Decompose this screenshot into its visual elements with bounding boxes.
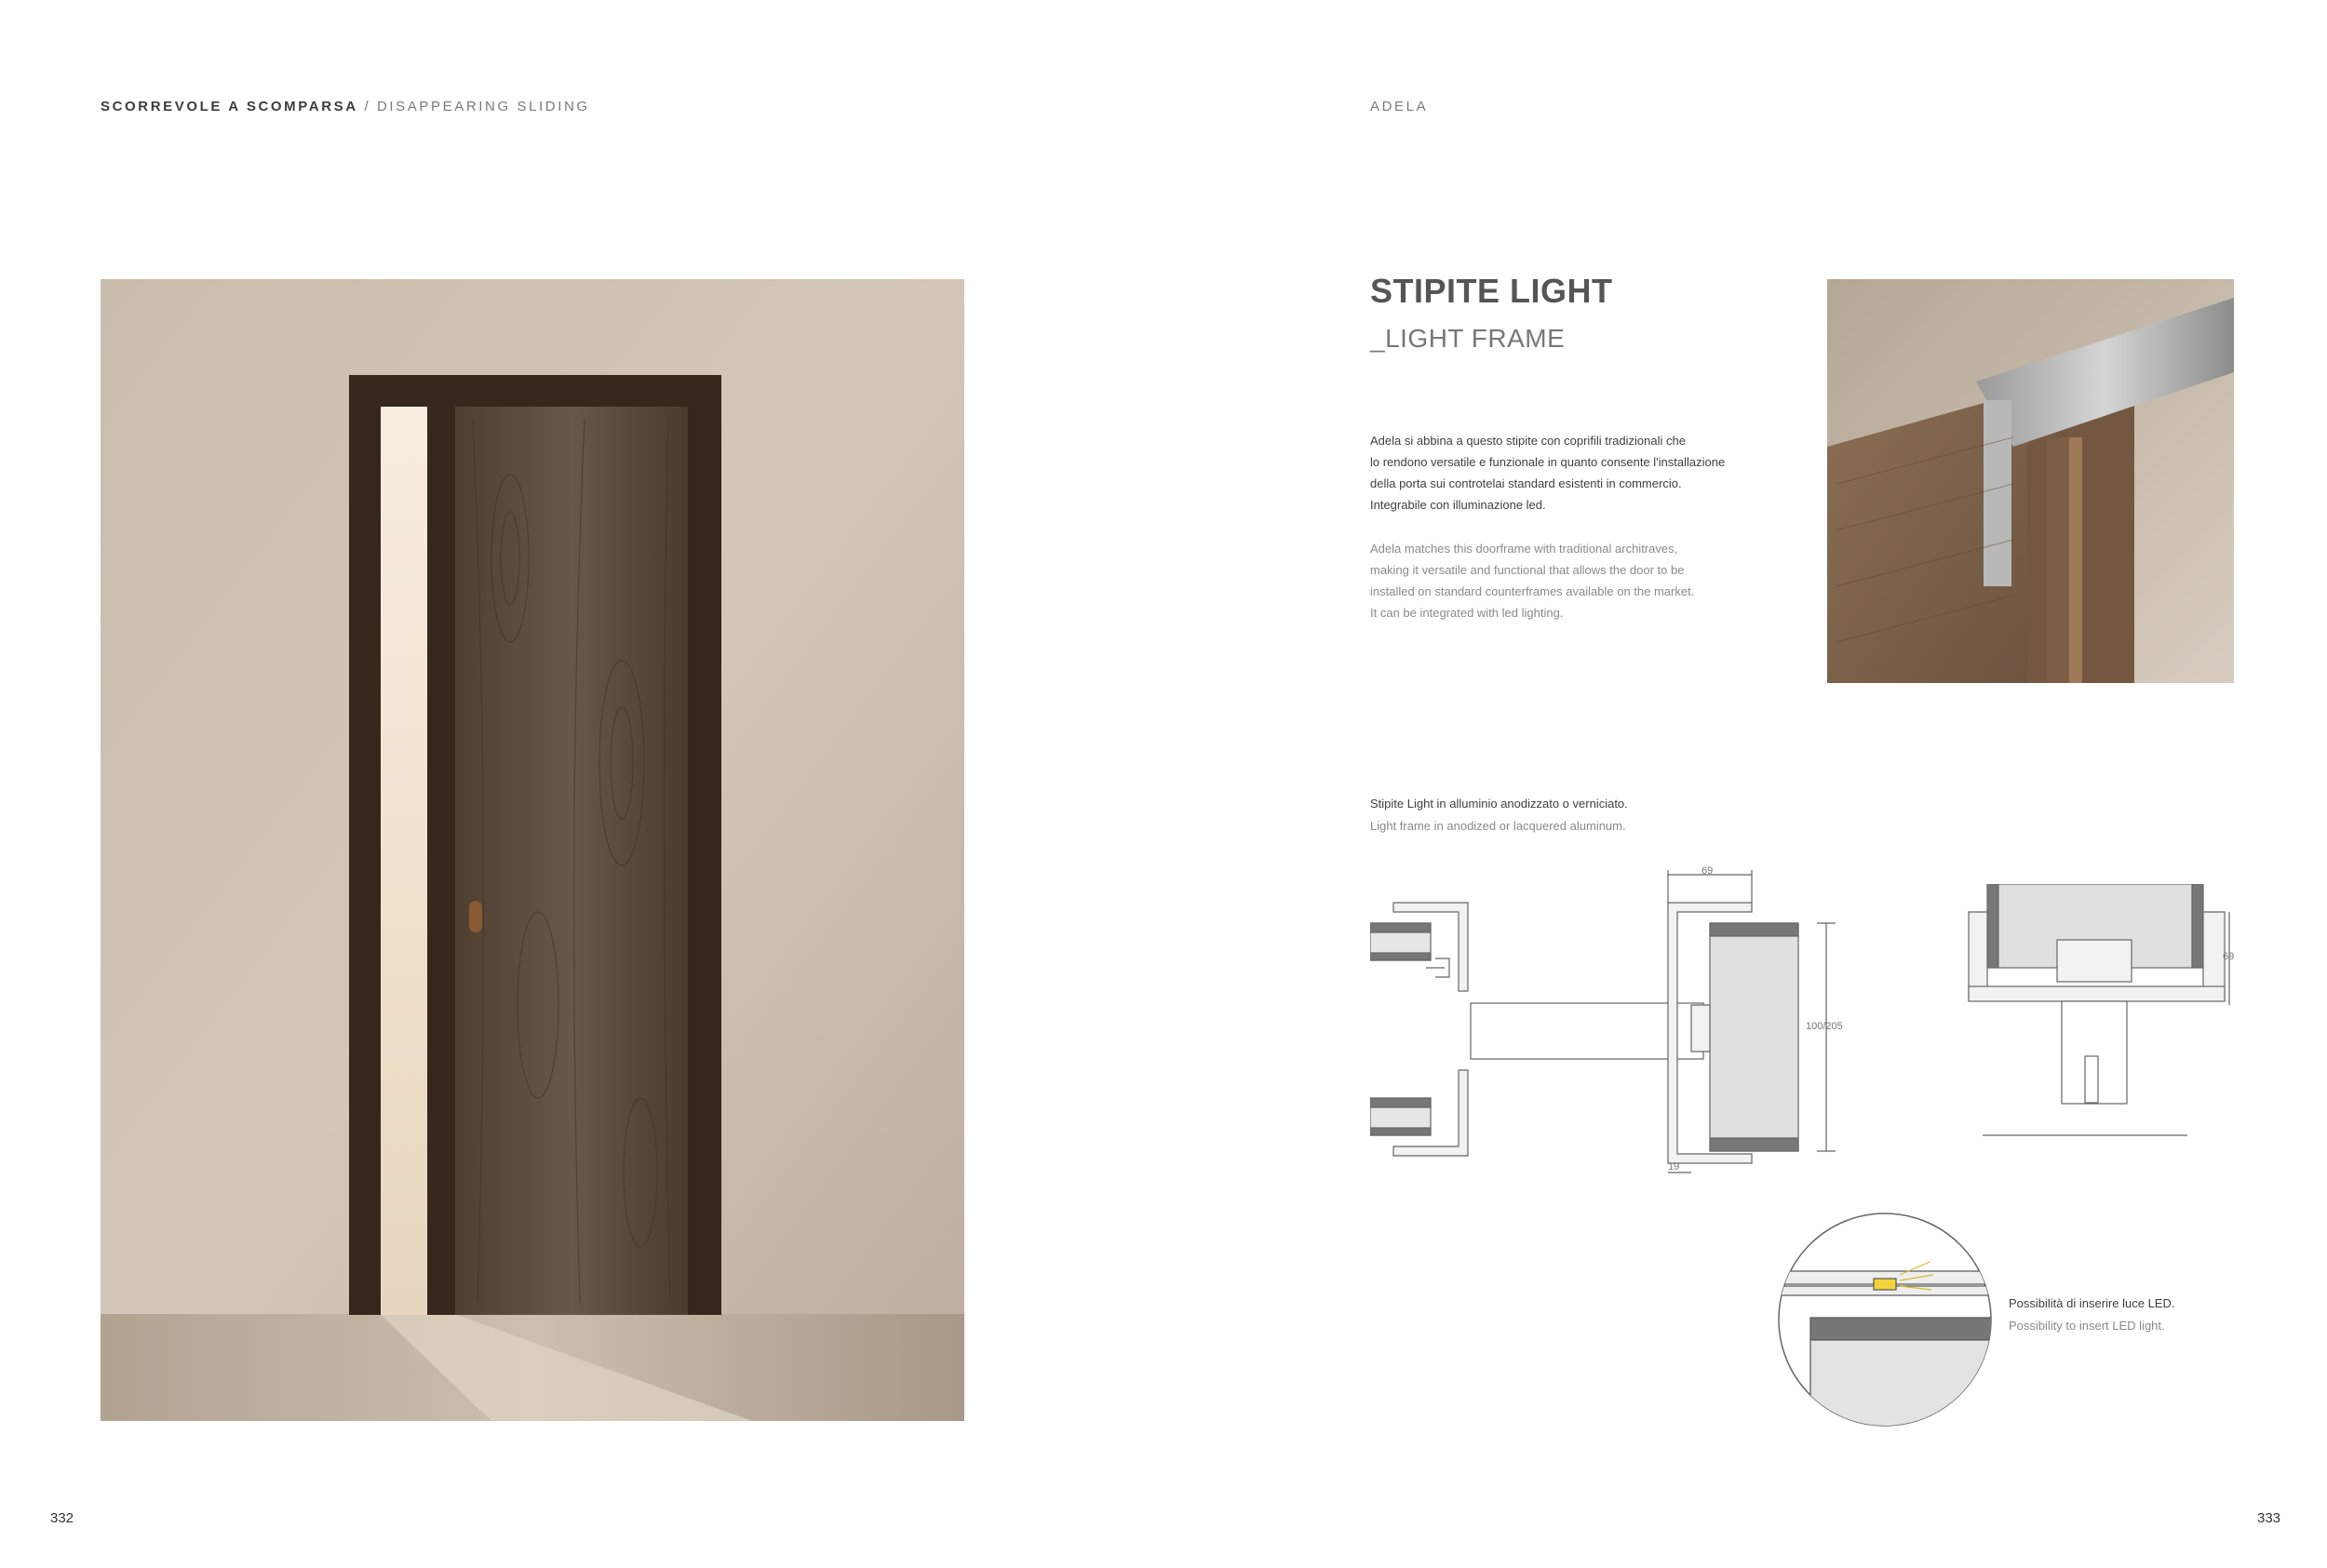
description-italian <box>1370 430 1780 516</box>
section-title-en: DISAPPEARING SLIDING <box>376 99 590 114</box>
description-it-line: della porta sui controtelai standard esistenti in commercio. <box>1370 476 1682 490</box>
door-photo <box>101 279 964 1421</box>
product-name: ADELA <box>1370 99 1429 114</box>
description-en-line: installed on standard counterframes available on the market. <box>1370 584 1695 598</box>
description-it-line: Integrabile con illuminazione led. <box>1370 498 1546 512</box>
page-number-right: 333 <box>2257 1510 2281 1526</box>
frame-section-drawing <box>1370 865 1873 1182</box>
header-separator: / <box>357 99 377 114</box>
frame-elevation-drawing <box>1964 884 2234 1145</box>
dimension-height-range: 100/205 <box>1806 1021 1843 1032</box>
section-header <box>101 99 590 114</box>
description-it-line: Adela si abbina a questo stipite con coprifili tradizionali che <box>1370 434 1686 448</box>
description-en-line: making it versatile and functional that allows the door to be <box>1370 563 1685 577</box>
frame-detail-photo <box>1827 279 2234 683</box>
frame-caption-en: Light frame in anodized or lacquered aluminum. <box>1370 819 1626 833</box>
dimension-bottom: 19 <box>1668 1161 1680 1173</box>
description-en-line: Adela matches this doorframe with traditional architraves, <box>1370 542 1678 556</box>
description-it-line: lo rendono versatile e funzionale in quanto consente l'installazione <box>1370 455 1726 469</box>
frame-caption-it: Stipite Light in alluminio anodizzato o verniciato. <box>1370 797 1628 811</box>
led-caption-it: Possibilità di inserire luce LED. <box>2009 1296 2175 1310</box>
led-detail-drawing <box>1773 1208 1997 1431</box>
description-english <box>1370 538 1780 623</box>
led-caption-en: Possibility to insert LED light. <box>2009 1319 2165 1333</box>
section-title-it: SCORREVOLE A SCOMPARSA <box>101 99 358 114</box>
dimension-width-top: 69 <box>1702 865 1714 877</box>
page-number-left: 332 <box>50 1510 74 1526</box>
product-title: STIPITE LIGHT <box>1370 272 1613 310</box>
product-subtitle: _LIGHT FRAME <box>1370 324 1566 353</box>
description-en-line: It can be integrated with led lighting. <box>1370 606 1564 620</box>
dimension-side: 69 <box>2223 951 2235 962</box>
